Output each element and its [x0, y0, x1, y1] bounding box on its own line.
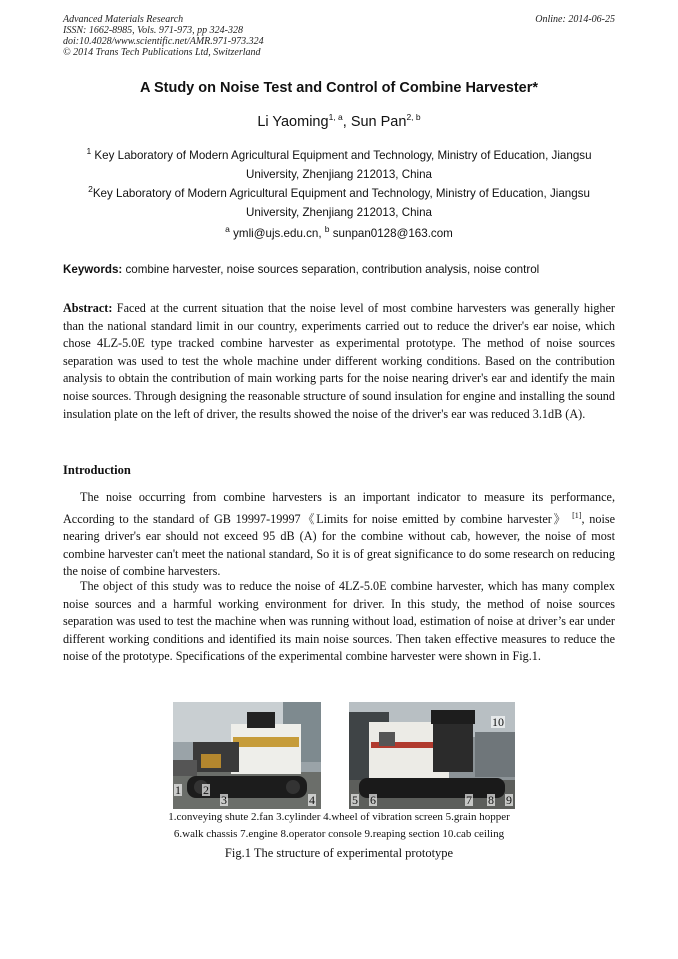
- affiliation-2-line2: University, Zhenjiang 212013, China: [245, 206, 433, 219]
- citation-ref-1[interactable]: [1]: [572, 510, 582, 520]
- email-a-sup: a: [225, 224, 230, 235]
- abstract: [63, 300, 615, 423]
- figure-label: 7: [466, 793, 472, 807]
- keywords-label: Keywords:: [63, 263, 123, 276]
- affiliation-2: [63, 184, 615, 222]
- figure-legend-line-2: 6.walk chassis 7.engine 8.operator console 9.reaping section 10.cab ceiling: [173, 828, 505, 840]
- doi-line: doi:10.4028/www.scientific.net/AMR.971-973.324: [63, 36, 264, 47]
- figure-photo-left: [173, 702, 321, 809]
- author-1: Li Yaoming: [257, 114, 329, 130]
- figure-label: 1: [175, 783, 181, 797]
- affiliation-2-line1: Key Laboratory of Modern Agricultural Equipment and Technology, Ministry of Education, Jiangsu: [92, 187, 590, 200]
- introduction-heading: Introduction: [63, 463, 131, 477]
- intro-paragraph-2: The object of this study was to reduce the noise of 4LZ-5.0E combine harvester, which has many complex noise sources and a harmful working environment for driver. In this study, the method of noise sources separation was used to test the machine when was running without load, estimation of noise at driver’s ear under different working conditions and identified its main noise sources. Then taken effective measures to reduce the noise of the prototype. Specifications of the experimental combine harvester were shown in Fig.1.: [63, 579, 615, 664]
- figure-label: 4: [309, 793, 315, 807]
- figure-label: 5: [352, 793, 358, 807]
- figure-legend-line-1: 1.conveying shute 2.fan 3.cylinder 4.wheel of vibration screen 5.grain hopper: [168, 811, 510, 823]
- affiliation-1-line2: University, Zhenjiang 212013, China: [245, 168, 433, 181]
- issn-line: ISSN: 1662-8985, Vols. 971-973, pp 324-328: [63, 25, 243, 36]
- journal-name: Advanced Materials Research: [63, 14, 184, 25]
- intro-paragraph-1: [63, 489, 615, 581]
- author-1-sup: 1, a: [328, 112, 343, 123]
- email-b[interactable]: sunpan0128@163.com: [329, 227, 453, 240]
- abstract-label: Abstract:: [63, 301, 113, 315]
- email-b-sup: b: [324, 224, 330, 235]
- author-line: [0, 114, 678, 130]
- combine-photo-left: [173, 702, 321, 809]
- email-a[interactable]: ymli@ujs.edu.cn,: [229, 227, 325, 240]
- author-2-sup: 2, b: [406, 112, 421, 123]
- intro-p1-text-b: , noise nearing driver's ear should not exceed 95 dB (A) for the combine without cab, however, the noise of most combine harvester can't meet the national standard, So it is of great significance to do some research on reducing the noise of combine harvesters.: [63, 511, 615, 579]
- figure-photo-right: [349, 702, 515, 809]
- figure-label: 8: [488, 793, 494, 807]
- affiliation-1-line1: Key Laboratory of Modern Agricultural Equipment and Technology, Ministry of Education, Jiangsu: [91, 149, 592, 162]
- keywords-text: combine harvester, noise sources separation, contribution analysis, noise control: [122, 263, 540, 276]
- keywords: [63, 263, 615, 276]
- intro-p1-text-a: The noise occurring from combine harvesters is an important indicator to measure its performance, According to the standard of GB 19997-19997《Limits for noise emitted by combine harvester》: [63, 490, 615, 526]
- affiliation-1-sup: 1: [86, 146, 92, 157]
- figure-label: 6: [370, 793, 376, 807]
- figure-caption: Fig.1 The structure of experimental prototype: [224, 846, 454, 860]
- paper-title: A Study on Noise Test and Control of Combine Harvester*: [140, 80, 538, 96]
- online-date: Online: 2014-06-25: [535, 14, 615, 25]
- copyright-line: © 2014 Trans Tech Publications Ltd, Switzerland: [63, 47, 261, 58]
- affiliation-1: [63, 146, 615, 184]
- author-separator: ,: [342, 114, 351, 130]
- figure-label: 2: [203, 783, 209, 797]
- figure-label: 3: [221, 793, 227, 807]
- figure-label: 10: [492, 715, 504, 729]
- author-2: Sun Pan: [350, 114, 407, 130]
- email-line: [63, 224, 615, 243]
- abstract-text: Faced at the current situation that the noise level of most combine harvesters was generally higher than the national standard limit in our country, experiments carried out to reduce the driver's ear noise, which chose 4LZ-5.0E type tracked combine harvester as experimental prototype. The method of noise sources separation was used to test the whole machine under different working conditions. Based on the contribution analysis to obtain the contribution of main working parts for the noise nearing driver's ear and identify the main noise sources. Through designing the reasonable structure of sound insulation for engine and installing the sound insulation plate on the left of driver, the results showed the noise of the driver's ear was reduced 3.1dB (A).: [63, 301, 615, 421]
- running-header: [63, 14, 615, 58]
- figure-label: 9: [506, 793, 512, 807]
- affiliation-2-sup: 2: [88, 184, 93, 195]
